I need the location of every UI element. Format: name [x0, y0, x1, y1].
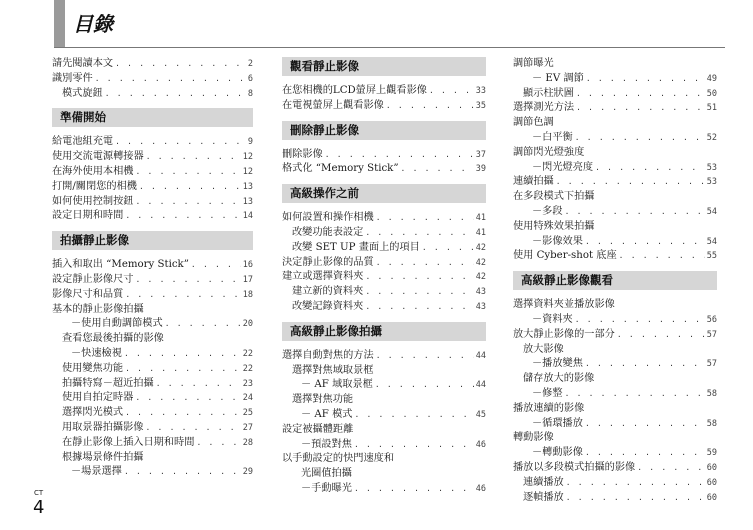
- toc-entry-page: 60: [706, 462, 717, 473]
- dot-leader: [125, 288, 240, 303]
- toc-entry[interactable]: [52, 288, 253, 303]
- toc-entry-page: 59: [706, 448, 717, 459]
- toc-entry[interactable]: [52, 258, 253, 273]
- toc-entry-title: －閃光燈亮度: [532, 161, 594, 173]
- toc-entry-page: 20: [242, 319, 253, 330]
- toc-entry-title: 在電視螢屏上觀看影像: [282, 99, 384, 111]
- dot-leader: [566, 491, 705, 506]
- dot-leader: [595, 161, 705, 176]
- toc-entry[interactable]: [52, 421, 253, 436]
- toc-entry-title: 選擇閃光模式: [62, 407, 124, 419]
- toc-entry-title: 在靜止影像上插入日期和時間: [62, 436, 195, 448]
- toc-entry-page: 8: [247, 88, 253, 99]
- toc-entry-page: 44: [475, 380, 486, 391]
- toc-entry-title: 在多段模式下拍攝: [513, 191, 595, 203]
- toc-entry[interactable]: [513, 328, 717, 343]
- toc-entry[interactable]: [52, 362, 253, 377]
- toc-entry[interactable]: [513, 175, 717, 190]
- dot-leader: [386, 99, 474, 114]
- toc-entry-title: 基本的靜止影像拍攝: [52, 303, 144, 315]
- header-divider: [54, 47, 725, 48]
- toc-entry[interactable]: [513, 87, 717, 102]
- dot-leader: [135, 391, 240, 406]
- dot-leader: [585, 446, 705, 461]
- toc-entry[interactable]: [52, 180, 253, 195]
- toc-entry-title: －影像效果: [532, 235, 583, 247]
- toc-entry-title: － AF 域取景框: [301, 379, 373, 391]
- toc-entry[interactable]: [282, 349, 486, 364]
- toc-entry[interactable]: [513, 131, 717, 146]
- toc-entry[interactable]: [513, 190, 717, 205]
- dot-leader: [576, 87, 705, 102]
- toc-entry-title: －轉動影像: [532, 447, 583, 459]
- toc-entry[interactable]: [513, 461, 717, 476]
- toc-entry[interactable]: [513, 205, 717, 220]
- dot-leader: [365, 300, 473, 315]
- toc-entry[interactable]: [282, 408, 486, 423]
- toc-entry[interactable]: [282, 423, 486, 438]
- toc-entry-title: 調節曝光: [513, 58, 554, 69]
- toc-entry-page: 12: [242, 166, 253, 177]
- toc-entry-title: 如何設置和操作相機: [282, 212, 374, 224]
- toc-entry-title: 模式旋鈕: [62, 87, 103, 99]
- toc-entry-title: 建立或選擇資料夾: [282, 271, 364, 283]
- toc-entry[interactable]: [52, 436, 253, 451]
- dot-leader: [196, 436, 240, 451]
- toc-entry-title: 設定被攝體距離: [282, 423, 354, 435]
- toc-entry-page: 37: [475, 149, 486, 160]
- toc-column-2: [282, 57, 486, 497]
- dot-leader: [136, 195, 241, 210]
- toc-entry-title: － AF 模式: [301, 408, 353, 420]
- toc-entry[interactable]: [52, 406, 253, 421]
- toc-entry-title: 調節色調: [513, 117, 554, 129]
- toc-entry-page: 44: [475, 350, 486, 361]
- dot-leader: [376, 256, 474, 271]
- toc-entry-title: 格式化 “Memory Stick”: [282, 163, 399, 175]
- toc-entry[interactable]: [513, 417, 717, 432]
- toc-entry-title: 播放連續的影像: [513, 402, 585, 414]
- toc-entry-page: 57: [706, 329, 717, 340]
- toc-entry[interactable]: [282, 226, 486, 241]
- dot-leader: [156, 377, 241, 392]
- toc-entry-page: 53: [706, 162, 717, 173]
- toc-entry[interactable]: [282, 364, 486, 379]
- toc-entry-page: 27: [242, 422, 253, 433]
- toc-entry-title: 改變功能表設定: [292, 226, 364, 238]
- toc-entry[interactable]: [282, 300, 486, 315]
- toc-entry[interactable]: [513, 446, 717, 461]
- toc-entry-page: 14: [242, 211, 253, 222]
- dot-leader: [575, 131, 705, 146]
- toc-entry-title: 連續播放: [523, 476, 564, 488]
- dot-leader: [401, 162, 474, 177]
- dot-leader: [566, 476, 705, 491]
- toc-entry[interactable]: [513, 343, 717, 358]
- section-heading: 刪除靜止影像: [282, 121, 486, 140]
- toc-entry[interactable]: [513, 116, 717, 131]
- toc-entry-title: 轉動影像: [513, 432, 554, 444]
- dot-leader: [366, 270, 474, 285]
- toc-entry[interactable]: [52, 150, 253, 165]
- toc-entry-title: 選擇資料夾並播放影像: [513, 299, 615, 311]
- toc-entry-page: 49: [706, 73, 717, 84]
- dot-leader: [365, 226, 473, 241]
- toc-entry[interactable]: [282, 84, 486, 99]
- toc-entry-title: 設定靜止影像尺寸: [52, 273, 134, 285]
- section-heading: 觀看靜止影像: [282, 57, 486, 76]
- toc-entry-title: 插入和取出 “Memory Stick”: [52, 259, 189, 271]
- toc-entry-title: 拍攝特寫－超近拍攝: [62, 377, 154, 389]
- toc-entry-title: 播放以多段模式拍攝的影像: [513, 461, 636, 473]
- toc-entry[interactable]: [52, 135, 253, 150]
- toc-entry-title: 刪除影像: [282, 148, 323, 160]
- dot-leader: [637, 461, 705, 476]
- language-code: CT: [34, 489, 44, 497]
- toc-entry[interactable]: [52, 209, 253, 224]
- section-heading: 高級操作之前: [282, 184, 486, 203]
- toc-entry-page: 22: [242, 348, 253, 359]
- toc-entry-title: 使用自拍定時器: [62, 392, 134, 404]
- toc-entry-page: 46: [475, 483, 486, 494]
- toc-entry-title: －手動曝光: [301, 482, 352, 494]
- toc-entry-title: 顯示柱狀圖: [523, 87, 574, 99]
- toc-entry-title: 連續拍攝: [513, 176, 554, 188]
- dot-leader: [576, 101, 705, 116]
- dot-leader: [146, 150, 241, 165]
- dot-leader: [124, 465, 241, 480]
- toc-entry-title: －資料夾: [532, 313, 573, 325]
- toc-entry-title: －快速檢視: [71, 347, 122, 359]
- toc-entry-page: 51: [706, 103, 717, 114]
- dot-leader: [422, 241, 474, 256]
- toc-entry[interactable]: [513, 372, 717, 387]
- toc-entry-page: 45: [475, 409, 486, 420]
- toc-entry[interactable]: [513, 101, 717, 116]
- toc-entry[interactable]: [513, 249, 717, 264]
- toc-entry-title: 識別零件: [52, 72, 93, 84]
- dot-leader: [556, 175, 705, 190]
- toc-entry-title: 改變記錄資料夾: [292, 300, 364, 312]
- toc-entry[interactable]: [513, 72, 717, 87]
- toc-entry-title: 光圈值拍攝: [301, 468, 352, 480]
- toc-entry-page: 43: [475, 301, 486, 312]
- toc-entry-title: 建立新的資料夾: [292, 286, 364, 298]
- toc-entry-page: 54: [706, 206, 717, 217]
- section-heading: 高級靜止影像觀看: [513, 271, 717, 290]
- toc-entry-page: 18: [242, 289, 253, 300]
- dot-leader: [354, 438, 474, 453]
- toc-entry[interactable]: [513, 357, 717, 372]
- toc-entry[interactable]: [52, 165, 253, 180]
- toc-entry[interactable]: [513, 476, 717, 491]
- dot-leader: [125, 362, 241, 377]
- toc-entry-title: －預設對焦: [301, 438, 352, 450]
- dot-leader: [585, 357, 705, 372]
- toc-entry-title: 放大影像: [523, 343, 564, 355]
- dot-leader: [165, 317, 241, 332]
- section-heading: 準備開始: [52, 108, 253, 127]
- toc-entry-page: 17: [242, 274, 253, 285]
- toc-entry-page: 42: [475, 272, 486, 283]
- toc-entry-page: 33: [475, 86, 486, 96]
- toc-entry-page: 41: [475, 213, 486, 224]
- dot-leader: [354, 408, 473, 423]
- toc-entry-page: 22: [242, 363, 253, 374]
- toc-entry-page: 35: [475, 100, 486, 111]
- toc-entry-title: 設定日期和時間: [52, 210, 124, 222]
- toc-entry-page: 60: [706, 492, 717, 503]
- toc-entry[interactable]: [282, 148, 486, 163]
- toc-entry[interactable]: [282, 467, 486, 482]
- toc-entry-title: 調節閃光燈強度: [513, 146, 585, 158]
- header-tab-marker: [54, 0, 65, 47]
- toc-entry-title: 使用 Cyber-shot 底座: [513, 250, 617, 262]
- dot-leader: [565, 205, 705, 220]
- toc-entry-page: 39: [475, 164, 486, 175]
- toc-entry[interactable]: [52, 195, 253, 210]
- toc-entry[interactable]: [513, 57, 717, 72]
- toc-entry[interactable]: [52, 332, 253, 347]
- toc-entry[interactable]: [513, 146, 717, 161]
- toc-entry[interactable]: [52, 303, 253, 318]
- toc-entry[interactable]: [282, 378, 486, 393]
- toc-entry[interactable]: [513, 298, 717, 313]
- toc-entry[interactable]: [52, 57, 253, 72]
- toc-entry-title: －循環播放: [532, 417, 583, 429]
- toc-entry-page: 13: [242, 196, 253, 207]
- toc-entry[interactable]: [513, 235, 717, 250]
- toc-entry-title: 根據場景條件拍攝: [62, 451, 144, 463]
- toc-entry-title: －多段: [532, 205, 563, 217]
- dot-leader: [586, 72, 705, 87]
- toc-entry[interactable]: [282, 99, 486, 114]
- toc-entry-title: 使用特殊效果拍攝: [513, 220, 595, 232]
- toc-entry-page: 13: [242, 181, 253, 192]
- dot-leader: [575, 313, 705, 328]
- toc-entry-page: 29: [242, 467, 253, 478]
- dot-leader: [125, 209, 240, 224]
- dot-leader: [429, 84, 474, 99]
- toc-entry[interactable]: [282, 162, 486, 177]
- toc-entry-title: 如何使用控制按鈕: [52, 195, 134, 207]
- dot-leader: [565, 387, 705, 402]
- toc-entry[interactable]: [282, 438, 486, 453]
- toc-entry-page: 52: [706, 132, 717, 143]
- toc-entry-title: 改變 SET UP 畫面上的項目: [292, 241, 420, 253]
- toc-entry[interactable]: [282, 393, 486, 408]
- toc-column-1: [52, 57, 253, 480]
- toc-entry[interactable]: [282, 452, 486, 467]
- dot-leader: [619, 249, 705, 264]
- toc-entry-page: 2: [247, 59, 253, 69]
- toc-entry-page: 55: [706, 251, 717, 262]
- toc-entry-page: 12: [242, 152, 253, 163]
- dot-leader: [191, 258, 241, 273]
- dot-leader: [146, 421, 241, 436]
- toc-entry[interactable]: [282, 482, 486, 497]
- toc-entry[interactable]: [282, 285, 486, 300]
- dot-leader: [136, 165, 241, 180]
- toc-entry-title: 決定靜止影像的品質: [282, 256, 374, 268]
- dot-leader: [124, 347, 241, 362]
- toc-entry-title: 選擇測光方法: [513, 102, 575, 114]
- dot-leader: [354, 482, 474, 497]
- toc-entry-title: －播放變焦: [532, 358, 583, 370]
- dot-leader: [375, 378, 474, 393]
- toc-entry-title: －修整: [532, 387, 563, 399]
- toc-entry[interactable]: [282, 256, 486, 271]
- section-heading: 高級靜止影像拍攝: [282, 322, 486, 341]
- toc-entry-page: 43: [475, 287, 486, 298]
- toc-entry[interactable]: [52, 465, 253, 480]
- toc-entry-title: 以手動設定的快門速度和: [282, 453, 395, 465]
- toc-entry[interactable]: [513, 431, 717, 446]
- dot-leader: [585, 417, 705, 432]
- toc-entry-page: 53: [706, 177, 717, 188]
- dot-leader: [95, 72, 246, 87]
- toc-entry-title: －使用自動調節模式: [71, 318, 163, 330]
- toc-entry-page: 54: [706, 236, 717, 247]
- dot-leader: [136, 273, 241, 288]
- toc-entry-page: 42: [475, 257, 486, 268]
- dot-leader: [585, 235, 705, 250]
- toc-entry[interactable]: [52, 317, 253, 332]
- toc-entry-title: 選擇對焦功能: [292, 394, 354, 406]
- toc-entry-title: 在您相機的LCD螢屏上觀看影像: [282, 85, 427, 96]
- toc-entry-title: 用取景器拍攝影像: [62, 421, 144, 433]
- page-title: 目錄: [73, 12, 113, 36]
- dot-leader: [139, 180, 241, 195]
- dot-leader: [115, 57, 246, 72]
- toc-entry-title: 影像尺寸和品質: [52, 288, 124, 300]
- toc-entry[interactable]: [513, 313, 717, 328]
- toc-entry[interactable]: [282, 211, 486, 226]
- toc-entry[interactable]: [52, 451, 253, 466]
- toc-entry-page: 9: [247, 137, 253, 148]
- toc-entry[interactable]: [513, 387, 717, 402]
- toc-entry-page: 41: [475, 227, 486, 238]
- toc-entry-title: 選擇自動對焦的方法: [282, 349, 374, 361]
- toc-entry-title: －白平衡: [532, 131, 573, 143]
- dot-leader: [617, 328, 705, 343]
- toc-entry[interactable]: [282, 270, 486, 285]
- toc-column-3: [513, 57, 717, 505]
- page-number: 4: [33, 497, 45, 518]
- toc-entry[interactable]: [513, 220, 717, 235]
- toc-entry-page: 23: [242, 378, 253, 389]
- toc-entry[interactable]: [52, 273, 253, 288]
- toc-entry-title: 放大靜止影像的一部分: [513, 328, 615, 340]
- toc-entry-title: 選擇對焦域取景框: [292, 364, 374, 376]
- toc-entry-page: 58: [706, 388, 717, 399]
- toc-entry-page: 56: [706, 314, 717, 325]
- dot-leader: [125, 406, 241, 421]
- toc-entry[interactable]: [52, 391, 253, 406]
- toc-entry[interactable]: [52, 347, 253, 362]
- toc-entry-page: 25: [242, 408, 253, 419]
- toc-entry[interactable]: [52, 72, 253, 87]
- toc-entry-title: 儲存放大的影像: [523, 373, 595, 385]
- section-heading: 拍攝靜止影像: [52, 231, 253, 250]
- dot-leader: [376, 349, 474, 364]
- toc-entry[interactable]: [513, 161, 717, 176]
- toc-entry[interactable]: [513, 491, 717, 506]
- toc-entry-page: 6: [247, 73, 253, 84]
- dot-leader: [325, 148, 474, 163]
- dot-leader: [365, 285, 473, 300]
- dot-leader: [115, 135, 246, 150]
- toc-entry-page: 57: [706, 359, 717, 370]
- toc-entry[interactable]: [513, 402, 717, 417]
- toc-entry-title: － EV 調節: [532, 72, 584, 84]
- toc-entry-title: 查看您最後拍攝的影像: [62, 333, 164, 345]
- toc-entry-page: 24: [242, 393, 253, 404]
- toc-entry[interactable]: [282, 241, 486, 256]
- toc-entry-page: 28: [242, 437, 253, 448]
- toc-entry-page: 58: [706, 418, 717, 429]
- toc-entry-title: 使用變焦功能: [62, 362, 124, 374]
- toc-entry-title: 在海外使用本相機: [52, 165, 134, 177]
- toc-entry-title: 給電池組充電: [52, 136, 114, 148]
- toc-entry-page: 50: [706, 88, 717, 99]
- dot-leader: [376, 211, 474, 226]
- toc-entry-title: －場景選擇: [71, 466, 122, 478]
- toc-entry-page: 46: [475, 439, 486, 450]
- toc-entry[interactable]: [52, 87, 253, 102]
- toc-entry-title: 請先閱讀本文: [52, 58, 114, 69]
- toc-entry-page: 42: [475, 242, 486, 253]
- dot-leader: [105, 87, 246, 102]
- toc-entry-title: 打開/關閉您的相機: [52, 180, 137, 192]
- toc-entry[interactable]: [52, 377, 253, 392]
- toc-entry-page: 16: [242, 260, 253, 271]
- toc-entry-title: 逐幀播放: [523, 491, 564, 503]
- toc-entry-page: 60: [706, 477, 717, 488]
- toc-entry-title: 使用交流電源轉接器: [52, 151, 144, 163]
